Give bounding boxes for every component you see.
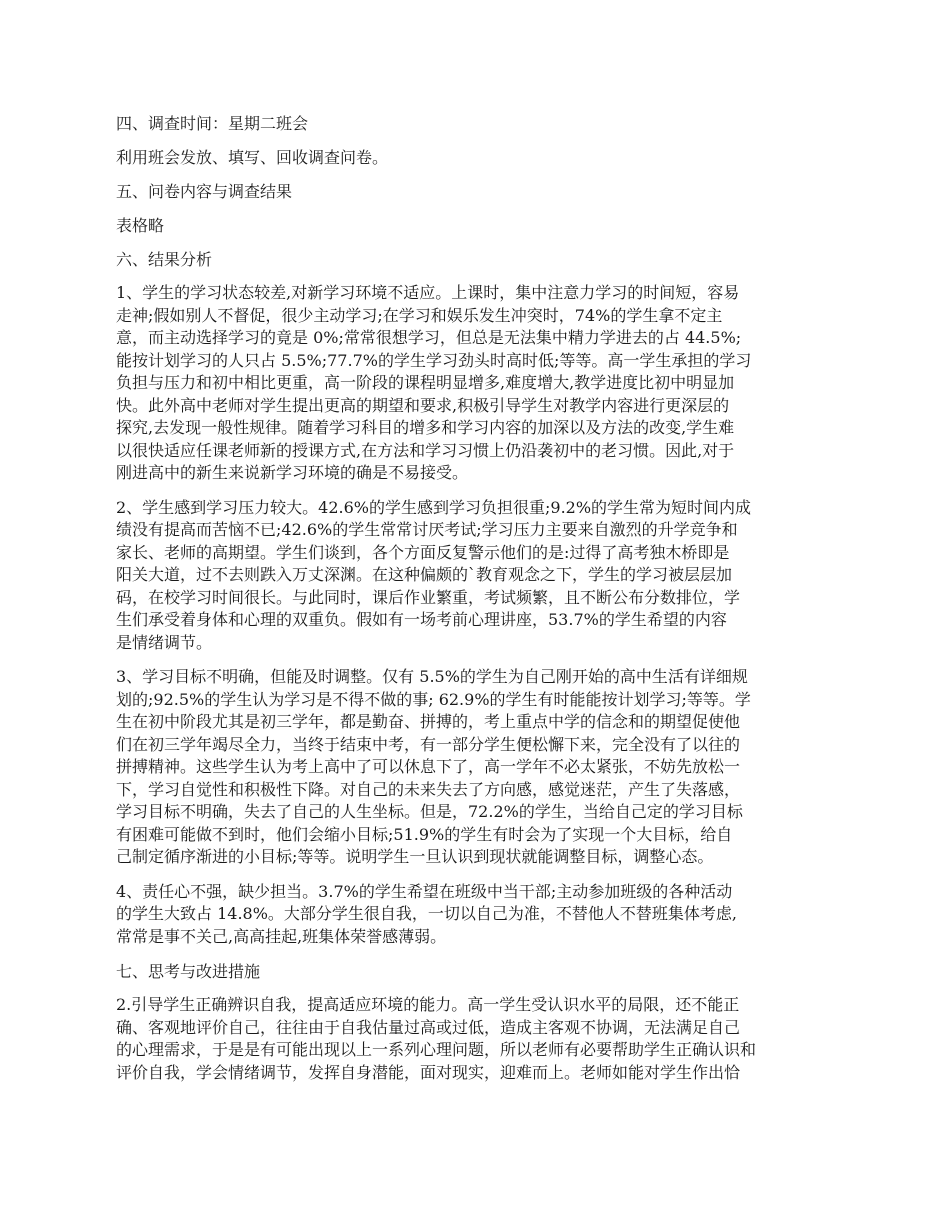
paragraph-learning-pressure — [116, 497, 838, 655]
text-line: 下，学习自觉性和积极性下降。对自己的未来失去了方向感，感觉迷茫，产生了失落感， — [116, 779, 741, 799]
text-line: 意，而主动选择学习的竟是 0%;常常很想学习，但总是无法集中精力学进去的占 44.5%; — [116, 328, 742, 347]
text-line: 能按计划学习的人只占 5.5%;77.7%的学生学习劲头时高时低;等等。高一学生承担的学习 — [116, 350, 752, 370]
text-line: 探究,去发现一般性规律。随着学习科目的增多和学习内容的加深以及方法的改变,学生难 — [116, 418, 735, 437]
paragraph-learning-state — [116, 282, 838, 485]
table-omitted-text: 表格略 — [116, 216, 165, 235]
text-line: 有困难可能做不到时，他们会缩小目标;51.9%的学生有时会为了实现一个大目标，给自 — [116, 824, 733, 844]
text-line: 是情绪调节。 — [116, 632, 213, 652]
text-line: 2.引导学生正确辨识自我，提高适应环境的能力。高一学生受认识水平的局限，还不能正 — [116, 995, 740, 1014]
text-line: 码，在校学习时间很长。与此同时，课后作业繁重，考试频繁，且不断公布分数排位，学 — [116, 587, 741, 607]
text-line: 己制定循序渐进的小目标;等等。说明学生一旦认识到现状就能调整目标，调整心态。 — [116, 847, 714, 866]
text-line: 绩没有提高而苦恼不已;42.6%的学生常常讨厌考试;学习压力主要来自激烈的升学竞争和 — [116, 520, 738, 539]
text-line: 阳关大道，过不去则跌入万丈深渊。在这种偏颇的`教育观念之下，学生的学习被层层加 — [116, 565, 733, 584]
text-line: 负担与压力和初中相比更重，高一阶段的课程明显增多,难度增大,教学进度比初中明显加 — [116, 373, 735, 392]
text-line: 常常是事不关己,高高挂起,班集体荣誉感薄弱。 — [116, 926, 447, 946]
text-line: 的心理需求，于是是有可能出现以上一系列心理问题，所以老师有必要帮助学生正确认识和 — [116, 1040, 757, 1059]
text-line: 的学生大致占 14.8%。大部分学生很自我，一切以自己为准，不替他人不替班集体考虑, — [116, 904, 738, 923]
paragraph-learning-goals — [116, 666, 838, 869]
text-line: 2、学生感到学习压力较大。42.6%的学生感到学习负担很重;9.2%的学生常为短时间内成 — [116, 497, 752, 517]
paragraph-self-awareness — [116, 994, 838, 1084]
text-line: 生在初中阶段尤其是初三学年，都是勤奋、拼搏的，考上重点中学的信念和的期望促使他 — [116, 712, 741, 731]
text-line: 生们承受着身体和心理的双重负。假如有一场考前心理讲座，53.7%的学生希望的内容 — [116, 610, 727, 629]
document-page — [116, 112, 838, 1096]
text-line: 刚进高中的新生来说新学习环境的确是不易接受。 — [116, 463, 469, 482]
text-line: 1、学生的学习状态较差,对新学习环境不适应。上课时，集中注意力学习的时间短，容易 — [116, 283, 740, 302]
text-line: 学习目标不明确，失去了自己的人生坐标。但是，72.2%的学生，当给自己定的学习目标 — [116, 802, 743, 821]
text-line: 划的;92.5%的学生认为学习是不得不做的事; 62.9%的学生有时能能按计划学习;等等。学 — [116, 689, 751, 709]
heading-result-analysis: 六、结果分析 — [116, 250, 213, 269]
heading-survey-time: 四、调查时间：星期二班会 — [116, 114, 309, 133]
heading-survey-content: 五、问卷内容与调查结果 — [116, 182, 293, 201]
text-line: 家长、老师的高期望。学生们谈到，各个方面反复警示他们的是:过得了高考独木桥即是 — [116, 542, 730, 562]
survey-method-text: 利用班会发放、填写、回收调查问卷。 — [116, 148, 389, 167]
text-line: 4、责任心不强，缺少担当。3.7%的学生希望在班级中当干部;主动参加班级的各种活动 — [116, 881, 733, 901]
text-line: 快。此外高中老师对学生提出更高的期望和要求,积极引导学生对教学内容进行更深层的 — [116, 395, 730, 415]
text-line: 拼搏精神。这些学生认为考上高中了可以休息下了，高一学年不必太紧张，不妨先放松一 — [116, 757, 741, 776]
text-line: 以很快适应任课老师新的授课方式,在方法和学习习惯上仍沿袭初中的老习惯。因此,对于 — [116, 440, 735, 460]
text-line: 走神;假如别人不督促，很少主动学习;在学习和娱乐发生冲突时，74%的学生拿不定主 — [116, 305, 723, 325]
text-line: 评价自我，学会情绪调节，发挥自身潜能，面对现实，迎难而上。老师如能对学生作出恰 — [116, 1062, 741, 1082]
text-line: 们在初三学年竭尽全力，当终于结束中考，有一部分学生便松懈下来，完全没有了以往的 — [116, 734, 741, 754]
heading-improvement-measures: 七、思考与改进措施 — [116, 962, 261, 981]
paragraph-responsibility — [116, 881, 838, 949]
text-line: 3、学习目标不明确，但能及时调整。仅有 5.5%的学生为自己刚开始的高中生活有详细规 — [116, 667, 748, 686]
text-line: 确、客观地评价自己，往往由于自我估量过高或过低，造成主客观不协调，无法满足自己 — [116, 1017, 741, 1037]
